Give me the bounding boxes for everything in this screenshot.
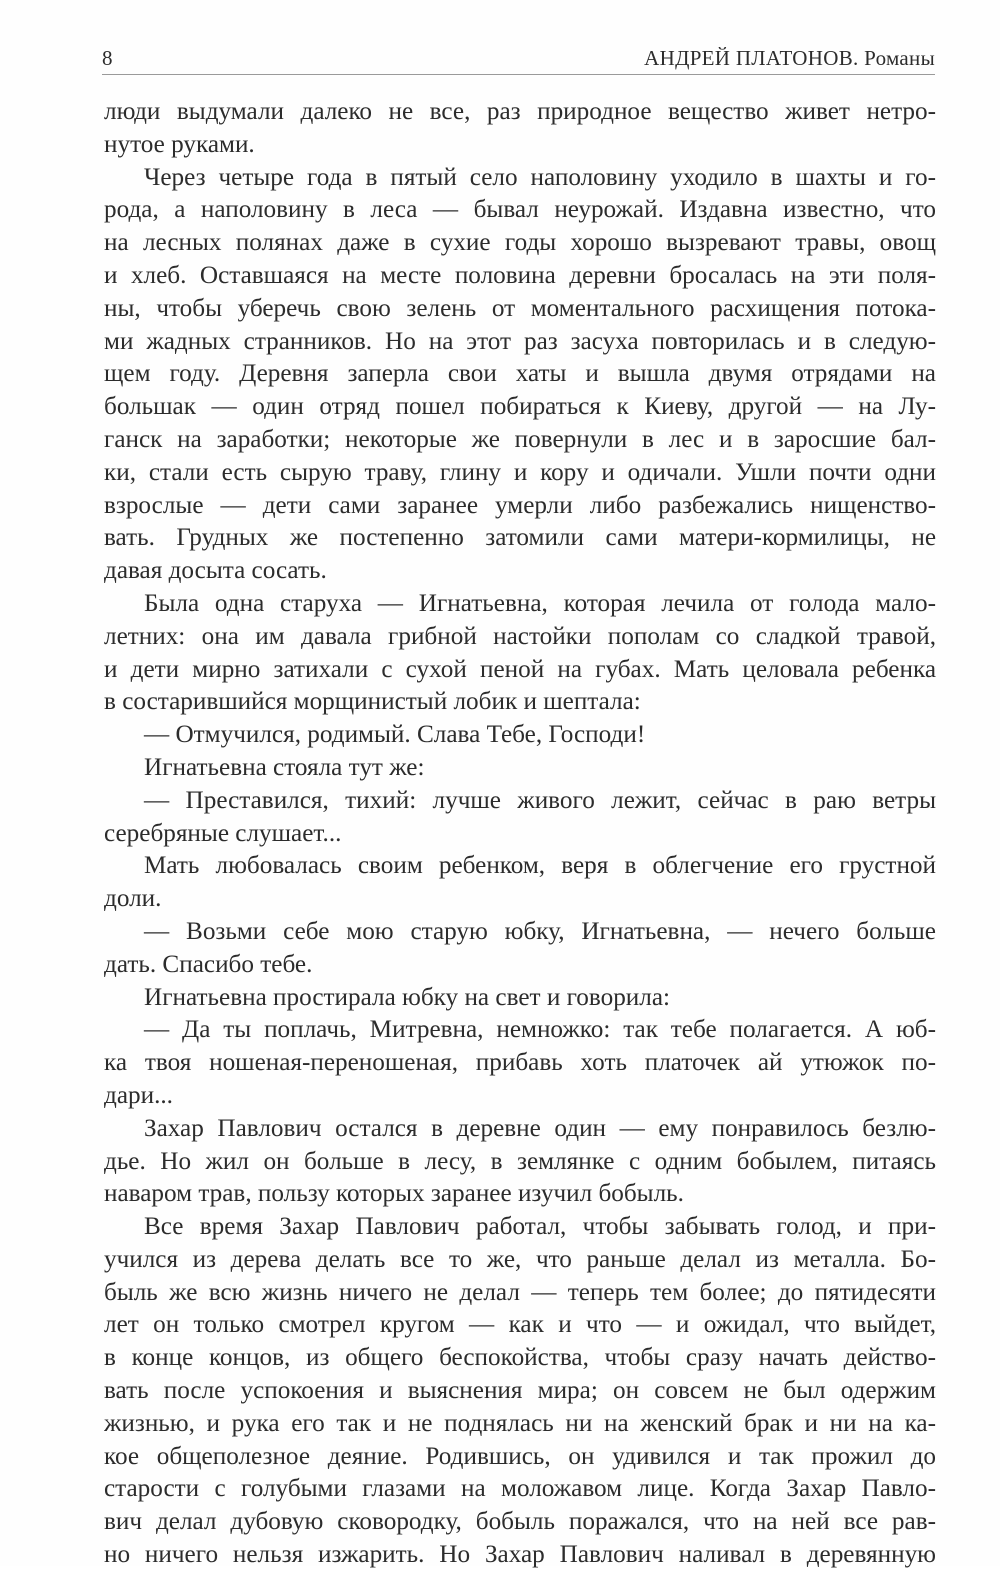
paragraph [104,162,936,588]
paragraph [104,96,936,162]
paragraph [104,785,936,851]
text-line: учился из дерева делать все то же, что раньше делал из металла. Бо- [104,1245,936,1273]
text-line: серебряные слушает... [104,819,342,847]
text-line: Захар Павлович остался в деревне один — ему понравилось безлю- [144,1114,936,1142]
paragraph [104,916,936,982]
paragraph [104,1014,936,1112]
paragraph [104,850,936,916]
text-line: на лесных полянах даже в сухие годы хорошо вызревают травы, овощ [104,229,936,257]
text-line: Игнатьевна простирала юбку на свет и говорила: [144,983,671,1011]
text-line: нутое руками. [104,130,255,158]
text-line: вич делал дубовую сковородку, бобыль поражался, что на ней все рав- [104,1508,936,1536]
text-line: люди выдумали далеко не все, раз природное вещество живет нетро- [104,98,936,125]
text-line: ки, стали есть сырую траву, глину и кору и одичали. Ушли почти одни [104,458,936,486]
text-line: вать. Грудных же постепенно затомили сами матери-кормилицы, не [104,524,936,552]
paragraph [104,588,936,719]
text-line: жизнью, и рука его так и не поднялась ни на женский брак и ни на ка- [104,1409,936,1437]
paragraph [104,752,936,785]
text-line: Через четыре года в пятый село наполовину уходило в шахты и го- [144,163,936,191]
text-line: — Преставился, тихий: лучше живого лежит, сейчас в раю ветры [144,786,936,814]
text-line: наваром трав, пользу которых заранее изучил бобыль. [104,1180,684,1208]
text-line: Игнатьевна стояла тут же: [144,753,425,781]
text-line: лет он только смотрел кругом — как и что — и ожидал, что выйдет, [104,1311,936,1339]
text-line: Была одна старуха — Игнатьевна, которая лечила от голода мало- [144,589,936,617]
text-line: ны, чтобы уберечь свою зелень от моментального расхищения потока- [104,294,936,322]
text-line: кое общеполезное деяние. Родившись, он удивился и так прожил до [104,1442,936,1470]
text-line: дать. Спасибо тебе. [104,950,313,978]
text-line: и хлеб. Оставшаяся на месте половина деревни бросалась на эти поля- [104,261,936,289]
text-line: быль же всю жизнь ничего не делал — теперь тем более; до пятидесяти [104,1278,936,1306]
text-line: давая досыта сосать. [104,557,327,585]
text-line: — Отмучился, родимый. Слава Тебе, Господи! [144,721,646,749]
page-number: 8 [102,46,113,70]
text-line: вать после успокоения и выяснения мира; он совсем не был одержим [104,1377,936,1405]
text-line: ми жадных странников. Но на этот раз засуха повторилась и в следую- [104,327,936,355]
paragraph [104,1113,936,1211]
text-line: взрослые — дети сами заранее умерли либо разбежались нищенство- [104,491,936,519]
text-line: щем году. Деревня заперла свои хаты и вышла двумя отрядами на [104,360,936,388]
paragraph [104,1211,936,1572]
text-line: летних: она им давала грибной настойки пополам со сладкой травой, [104,622,936,650]
text-line: но ничего нельзя изжарить. Но Захар Павлович наливал в деревянную [104,1541,936,1569]
text-line: в конце концов, из общего беспокойства, чтобы сразу начать действо- [104,1344,936,1372]
body-text [104,96,936,1572]
running-head [102,44,935,75]
text-line: и дети мирно затихали с сухой пеной на губах. Мать целовала ребенка [104,655,936,683]
text-line: в состарившийся морщинистый лобик и шептала: [104,688,641,716]
text-line: — Возьми себе мою старую юбку, Игнатьевна, — нечего больше [144,917,936,945]
text-line: Все время Захар Павлович работал, чтобы забывать голод, и при- [144,1213,936,1241]
section-name: Романы [864,46,935,70]
text-line: Мать любовалась своим ребенком, веря в облегчение его грустной [144,852,936,880]
text-line: старости с голубыми глазами на моложавом лице. Когда Захар Павло- [104,1475,936,1503]
text-line: дари... [104,1081,173,1109]
text-line: ганск на заработки; некоторые же повернули в лес и в заросшие бал- [104,425,936,453]
text-line: доли. [104,885,162,913]
paragraph [104,719,936,752]
author-name: АНДРЕЙ ПЛАТОНОВ. [644,46,859,70]
text-line: — Да ты поплачь, Митревна, немножко: так тебе полагается. А юб- [144,1016,936,1044]
running-title [644,46,935,71]
text-line: ка твоя ношеная-переношеная, прибавь хоть платочек ай утюжок по- [104,1049,936,1077]
paragraph [104,982,936,1015]
text-line: дье. Но жил он больше в лесу, в землянке с одним бобылем, питаясь [104,1147,936,1175]
text-line: большак — один отряд пошел побираться к Киеву, другой — на Лу- [104,393,936,421]
text-line: рода, а наполовину в леса — бывал неурожай. Издавна известно, что [104,196,936,224]
